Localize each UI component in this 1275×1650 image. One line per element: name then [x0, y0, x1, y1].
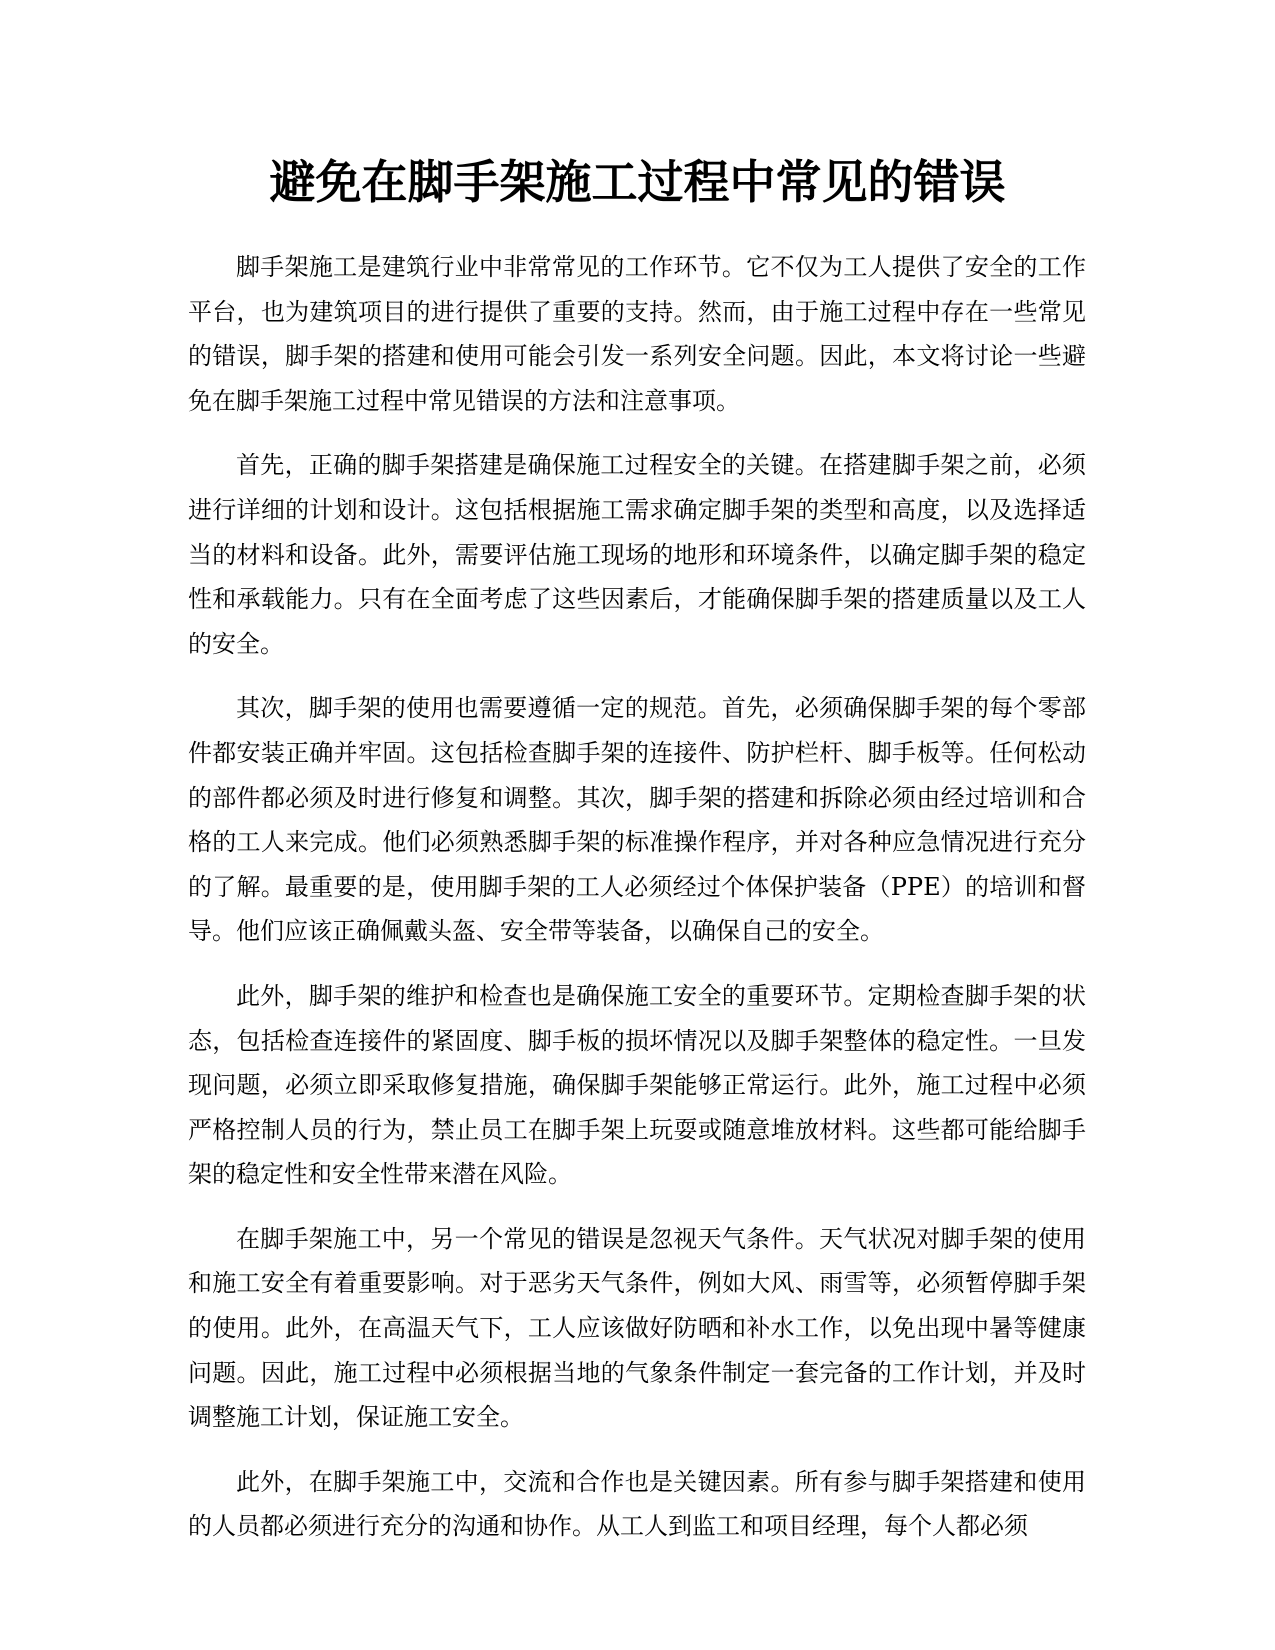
page-title: 避免在脚手架施工过程中常见的错误 — [269, 155, 1006, 209]
paragraph-3: 其次，脚手架的使用也需要遵循一定的规范。首先，必须确保脚手架的每个零部件都安装正确并牢固。这包括检查脚手架的连接件、防护栏杆、脚手板等。任何松动的部件都必须及时进行修复和调整。其次，脚手架的搭建和拆除必须由经过培训和合格的工人来完成。他们必须熟悉脚手架的标准操作程序，并对各种应急情况进行充分的了解。最重要的是，使用脚手架的工人必须经过个体保护装备（PPE）的培训和督导。他们应该正确佩戴头盔、安全带等装备，以确保自己的安全。 — [188, 694, 1086, 946]
paragraph-5: 在脚手架施工中，另一个常见的错误是忽视天气条件。天气状况对脚手架的使用和施工安全有着重要影响。对于恶劣天气条件，例如大风、雨雪等，必须暂停脚手架的使用。此外，在高温天气下，工人应该做好防晒和补水工作，以免出现中暑等健康问题。因此，施工过程中必须根据当地的气象条件制定一套完备的工作计划，并及时调整施工计划，保证施工安全。 — [188, 1224, 1086, 1432]
paragraph-4: 此外，脚手架的维护和检查也是确保施工安全的重要环节。定期检查脚手架的状态，包括检查连接件的紧固度、脚手板的损坏情况以及脚手架整体的稳定性。一旦发现问题，必须立即采取修复措施，确保脚手架能够正常运行。此外，施工过程中必须严格控制人员的行为，禁止员工在脚手架上玩耍或随意堆放材料。这些都可能给脚手架的稳定性和安全性带来潜在风险。 — [188, 981, 1086, 1189]
document-body — [188, 245, 1086, 1569]
paragraph-1: 脚手架施工是建筑行业中非常常见的工作环节。它不仅为工人提供了安全的工作平台，也为建筑项目的进行提供了重要的支持。然而，由于施工过程中存在一些常见的错误，脚手架的搭建和使用可能会引发一系列安全问题。因此，本文将讨论一些避免在脚手架施工过程中常见错误的方法和注意事项。 — [188, 253, 1086, 415]
paragraph-6: 此外，在脚手架施工中，交流和合作也是关键因素。所有参与脚手架搭建和使用的人员都必须进行充分的沟通和协作。从工人到监工和项目经理，每个人都必须 — [188, 1467, 1086, 1541]
paragraph-2: 首先，正确的脚手架搭建是确保施工过程安全的关键。在搭建脚手架之前，必须进行详细的计划和设计。这包括根据施工需求确定脚手架的类型和高度，以及选择适当的材料和设备。此外，需要评估施工现场的地形和环境条件，以确定脚手架的稳定性和承载能力。只有在全面考虑了这些因素后，才能确保脚手架的搭建质量以及工人的安全。 — [188, 451, 1086, 658]
